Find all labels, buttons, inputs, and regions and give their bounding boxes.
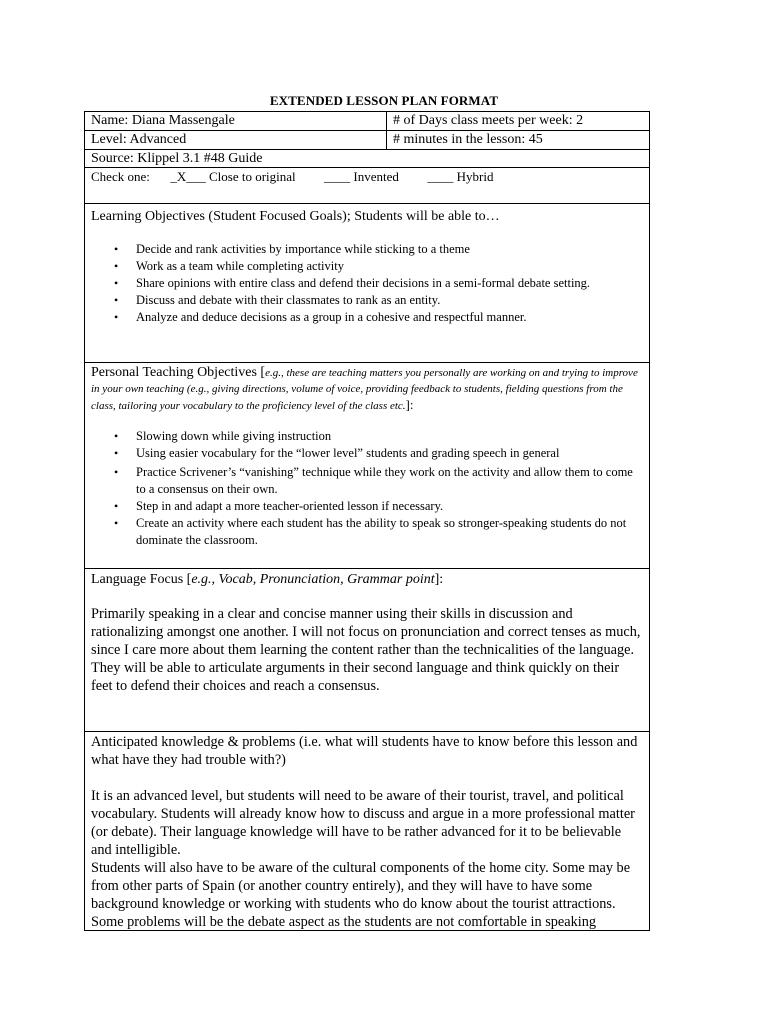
bullet-icon: • bbox=[114, 516, 119, 530]
minutes-cell: # minutes in the lesson: 45 bbox=[393, 132, 543, 147]
days-cell: # of Days class meets per week: 2 bbox=[393, 113, 584, 128]
bullet-icon: • bbox=[114, 259, 119, 273]
level-cell: Level: Advanced bbox=[85, 131, 387, 149]
lesson-plan-table bbox=[84, 111, 650, 931]
list-item: • Using easier vocabulary for the “lower level” students and grading speech in general bbox=[114, 446, 560, 460]
language-focus-cell bbox=[85, 569, 649, 731]
name-row bbox=[85, 112, 649, 131]
bullet-icon: • bbox=[114, 293, 119, 307]
document-title: EXTENDED LESSON PLAN FORMAT bbox=[269, 93, 499, 108]
name-cell: Name: Diana Massengale bbox=[85, 112, 387, 130]
list-item: • Step in and adapt a more teacher-oriented lesson if necessary. bbox=[114, 499, 444, 513]
source-row bbox=[85, 150, 649, 168]
list-item: • Create an activity where each student has the ability to speak so stronger-speaking students do not dominate the classroom. bbox=[114, 516, 627, 547]
source-cell: Source: Klippel 3.1 #48 Guide bbox=[91, 151, 263, 166]
personal-objectives-cell bbox=[85, 363, 649, 568]
bullet-icon: • bbox=[114, 276, 119, 290]
bullet-icon: • bbox=[114, 242, 119, 256]
bullet-icon: • bbox=[114, 429, 119, 443]
level-row bbox=[85, 131, 649, 150]
check-label: Check one: bbox=[91, 169, 150, 184]
language-focus-row bbox=[85, 569, 649, 732]
bullet-icon: • bbox=[114, 310, 119, 324]
list-item: • Decide and rank activities by importance while sticking to a theme bbox=[114, 242, 470, 256]
bullet-icon: • bbox=[114, 499, 119, 513]
learning-objectives-heading: Learning Objectives (Student Focused Goals); Students will be able to… bbox=[91, 209, 500, 224]
language-focus-heading: Language Focus [e.g., Vocab, Pronunciation, Grammar point]: bbox=[91, 572, 444, 587]
personal-objectives-list bbox=[91, 428, 643, 549]
list-item: • Slowing down while giving instruction bbox=[114, 429, 332, 443]
anticipated-row bbox=[85, 732, 649, 930]
anticipated-heading: Anticipated knowledge & problems (i.e. what will students have to know before this lesson and what have they had trouble with?) bbox=[91, 734, 638, 768]
bullet-icon: • bbox=[114, 446, 119, 460]
anticipated-cell bbox=[85, 732, 649, 930]
check-option-invented: ____ Invented bbox=[324, 169, 399, 184]
check-row bbox=[85, 168, 649, 204]
personal-objectives-row bbox=[85, 363, 649, 569]
personal-objectives-heading: Personal Teaching Objectives [e.g., these are teaching matters you personally are working on and trying to improve in your own teaching (e.g., giving directions, volume of voice, providing feedback to students, fielding questions from the class, tailoring your vocabulary to the proficiency level of the class etc.]: bbox=[91, 365, 638, 412]
learning-objectives-cell bbox=[85, 204, 649, 362]
learning-objectives-list bbox=[91, 241, 643, 326]
check-option-close: _X___ Close to original bbox=[170, 169, 296, 184]
list-item: • Practice Scrivener’s “vanishing” technique while they work on the activity and allow them to come to a consensus on their own. bbox=[114, 465, 633, 496]
learning-objectives-row bbox=[85, 204, 649, 363]
list-item: • Analyze and deduce decisions as a group in a cohesive and respectful manner. bbox=[114, 310, 527, 324]
anticipated-paragraph-2: Students will also have to be aware of the cultural components of the home city. Some may be from other parts of Spain (or another country entirely), and they will have to have some background knowledge or working with students who do know about the tourist attractions. Some problems will be the debate aspect as the students are not comfortable in speaking bbox=[91, 860, 631, 930]
list-item: • Share opinions with entire class and defend their decisions in a semi-formal debate setting. bbox=[114, 276, 591, 290]
language-focus-text: Primarily speaking in a clear and concise manner using their skills in discussion and rationalizing amongst one another. I will not focus on pronunciation and correct tenses as much, since I care more about them learning the content rather than the technicalities of the language. They will be able to articulate arguments in their second language and think quickly on their feet to defend their choices and reach a consensus. bbox=[91, 606, 641, 694]
anticipated-paragraph-1: It is an advanced level, but students will need to be aware of their tourist, travel, and political vocabulary. Students will already know how to discuss and argue in a more professional matter (or debate). Their language knowledge will have to be rather advanced for it to be believable and intelligible. bbox=[91, 788, 635, 858]
list-item: • Discuss and debate with their classmates to rank as an entity. bbox=[114, 293, 441, 307]
list-item: • Work as a team while completing activity bbox=[114, 259, 344, 273]
bullet-icon: • bbox=[114, 465, 119, 479]
check-cell bbox=[85, 168, 649, 203]
check-option-hybrid: ____ Hybrid bbox=[427, 169, 494, 184]
